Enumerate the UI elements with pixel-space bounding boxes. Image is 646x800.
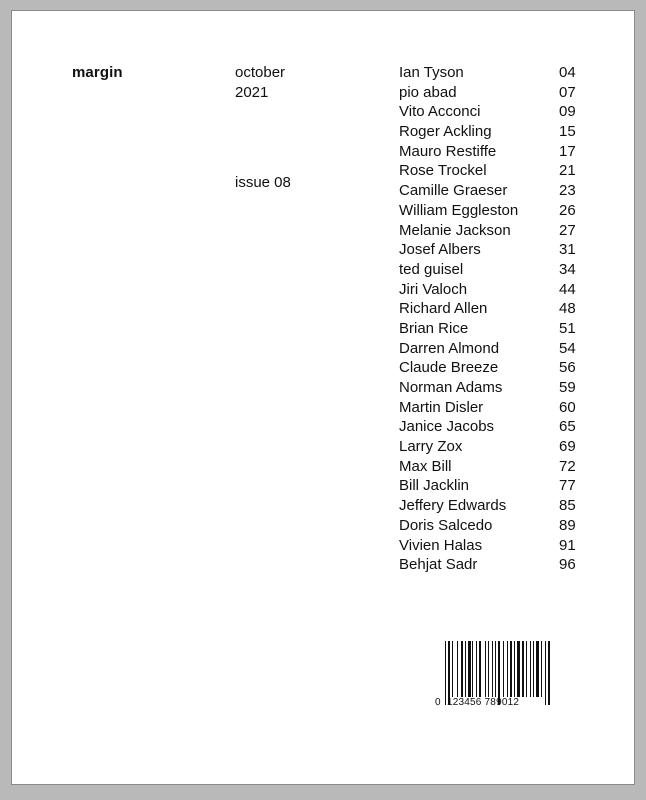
contents-artist-name: Jeffery Edwards: [399, 497, 507, 515]
contents-page-number: 26: [559, 201, 576, 219]
barcode-bar: [472, 641, 473, 697]
contents-entry: [399, 437, 579, 457]
contents-entry: [399, 555, 579, 575]
contents-entry: [399, 417, 579, 437]
contents-artist-name: Camille Graeser: [399, 182, 508, 200]
contents-page-number: 77: [559, 477, 576, 495]
barcode-bar: [485, 641, 486, 697]
barcode: [435, 639, 537, 711]
barcode-bar: [507, 641, 508, 697]
contents-page-number: 17: [559, 142, 576, 160]
table-of-contents: [399, 63, 579, 575]
contents-entry: [399, 536, 579, 556]
contents-artist-name: Vito Acconci: [399, 103, 481, 121]
barcode-bar: [498, 641, 500, 705]
contents-page-number: 15: [559, 123, 576, 141]
contents-page-number: 72: [559, 457, 576, 475]
issue-year: 2021: [235, 83, 269, 101]
contents-page-number: 59: [559, 379, 576, 396]
contents-entry: [399, 358, 579, 378]
barcode-bar: [452, 641, 453, 697]
contents-entry: [399, 476, 579, 496]
barcode-bar: [522, 641, 524, 697]
contents-entry: [399, 181, 579, 201]
barcode-bar: [541, 641, 542, 697]
contents-entry: [399, 378, 579, 398]
barcode-bar: [510, 641, 512, 697]
contents-entry: [399, 161, 579, 181]
contents-page-number: 44: [559, 280, 576, 298]
contents-artist-name: Roger Ackling: [399, 123, 492, 141]
contents-page-number: 51: [559, 319, 576, 337]
barcode-bar: [495, 641, 496, 697]
contents-page-number: 60: [559, 398, 576, 416]
contents-artist-name: Doris Salcedo: [399, 516, 493, 534]
contents-entry: [399, 260, 579, 280]
barcode-bar: [536, 641, 539, 697]
contents-artist-name: Norman Adams: [399, 379, 503, 396]
barcode-bar: [545, 641, 546, 705]
barcode-bar: [476, 641, 477, 697]
barcode-first-digit: 0: [435, 697, 441, 708]
contents-page-number: 23: [559, 182, 576, 200]
barcode-bar: [465, 641, 466, 697]
barcode-bar: [492, 641, 493, 697]
barcode-bar: [503, 641, 504, 697]
magazine-title: margin: [72, 64, 123, 81]
contents-page-number: 89: [559, 516, 576, 534]
contents-entry: [399, 240, 579, 260]
contents-artist-name: Claude Breeze: [399, 359, 499, 377]
contents-artist-name: Brian Rice: [399, 319, 469, 337]
contents-page-number: 91: [559, 536, 576, 554]
contents-page-number: 09: [559, 103, 576, 121]
contents-page-number: 31: [559, 241, 576, 259]
contents-artist-name: Larry Zox: [399, 438, 463, 456]
barcode-bar: [533, 641, 534, 697]
barcode-digits: 123456 789012: [447, 697, 520, 708]
contents-page-number: 04: [559, 64, 576, 81]
contents-page-number: 48: [559, 300, 576, 318]
magazine-page: [11, 10, 635, 785]
contents-artist-name: Janice Jacobs: [399, 418, 495, 436]
barcode-bar: [514, 641, 515, 697]
contents-artist-name: William Eggleston: [399, 201, 519, 219]
contents-page-number: 54: [559, 339, 576, 357]
barcode-bars: [445, 641, 531, 699]
contents-artist-name: Melanie Jackson: [399, 221, 511, 239]
barcode-bar: [530, 641, 531, 697]
issue-date: [235, 63, 285, 102]
barcode-bar: [479, 641, 481, 697]
contents-page-number: 34: [559, 260, 576, 278]
contents-entry: [399, 102, 579, 122]
barcode-bar: [468, 641, 471, 697]
contents-entry: [399, 280, 579, 300]
barcode-bar: [448, 641, 450, 705]
contents-artist-name: Behjat Sadr: [399, 556, 478, 574]
contents-artist-name: Vivien Halas: [399, 536, 483, 554]
barcode-bar: [517, 641, 520, 697]
contents-artist-name: pio abad: [399, 83, 457, 101]
issue-number: issue 08: [235, 174, 291, 191]
contents-page-number: 07: [559, 83, 576, 101]
contents-page-number: 69: [559, 438, 576, 456]
contents-artist-name: ted guisel: [399, 260, 464, 278]
contents-entry: [399, 457, 579, 477]
contents-artist-name: Bill Jacklin: [399, 477, 470, 495]
barcode-bar: [548, 641, 550, 705]
contents-page-number: 65: [559, 418, 576, 436]
contents-artist-name: Darren Almond: [399, 339, 500, 357]
issue-month: october: [235, 64, 286, 81]
contents-page-number: 27: [559, 221, 576, 239]
contents-entry: [399, 398, 579, 418]
contents-entry: [399, 63, 579, 83]
contents-page-number: 85: [559, 497, 576, 515]
contents-entry: [399, 496, 579, 516]
contents-entry: [399, 201, 579, 221]
contents-entry: [399, 299, 579, 319]
contents-artist-name: Max Bill: [399, 457, 452, 475]
contents-artist-name: Richard Allen: [399, 300, 488, 318]
contents-page-number: 56: [559, 359, 576, 377]
barcode-bar: [445, 641, 446, 705]
contents-entry: [399, 83, 579, 103]
barcode-bar: [488, 641, 489, 697]
contents-artist-name: Josef Albers: [399, 241, 481, 259]
contents-artist-name: Jiri Valoch: [399, 280, 468, 298]
contents-entry: [399, 516, 579, 536]
contents-entry: [399, 319, 579, 339]
contents-page-number: 96: [559, 556, 576, 574]
barcode-bar: [526, 641, 527, 697]
contents-entry: [399, 122, 579, 142]
contents-page-number: 21: [559, 162, 576, 180]
barcode-bar: [461, 641, 463, 697]
contents-entry: [399, 221, 579, 241]
contents-artist-name: Ian Tyson: [399, 64, 464, 81]
contents-artist-name: Rose Trockel: [399, 162, 487, 180]
contents-artist-name: Martin Disler: [399, 398, 484, 416]
contents-entry: [399, 339, 579, 359]
contents-entry: [399, 142, 579, 162]
barcode-bar: [457, 641, 458, 697]
contents-artist-name: Mauro Restiffe: [399, 142, 497, 160]
